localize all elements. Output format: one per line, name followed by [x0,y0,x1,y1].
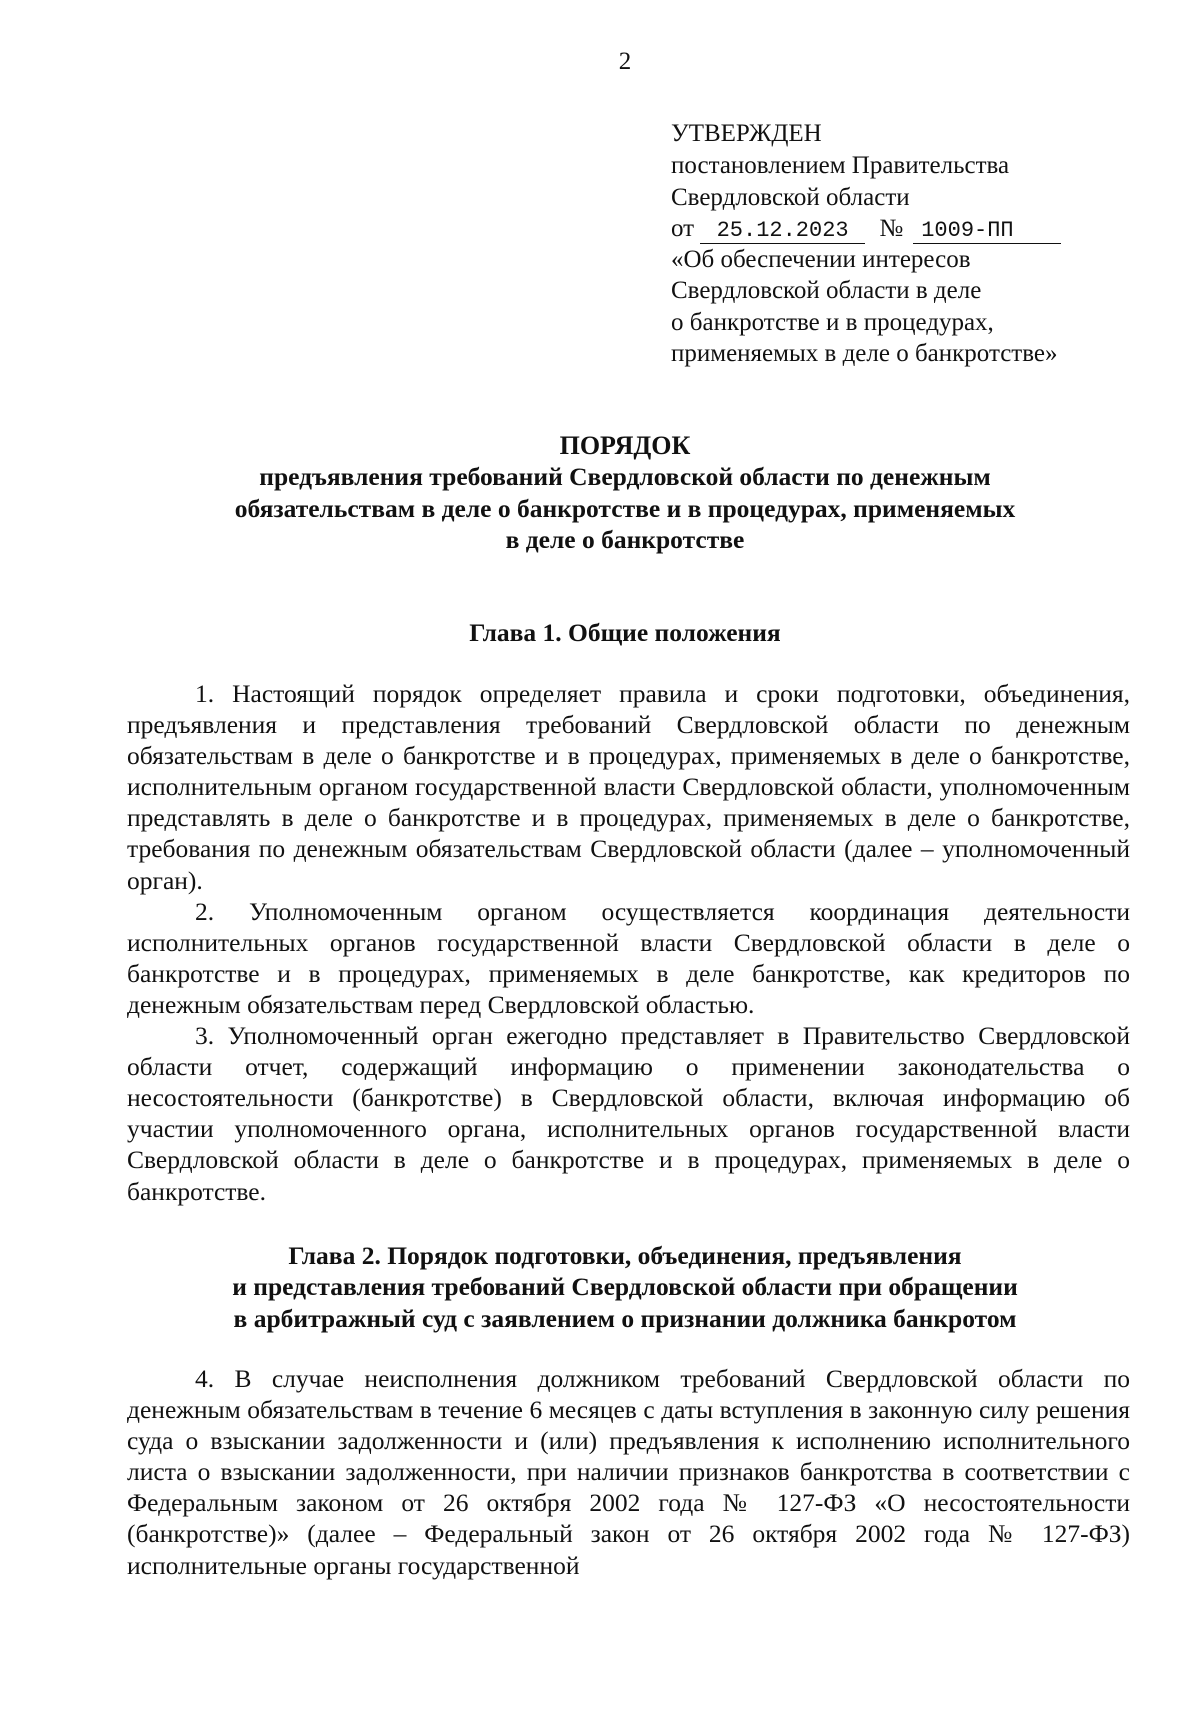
paragraph-2: 2. Уполномоченным органом осуществляется координация деятельности исполнительных органов государственной власти Свердловской области в деле о банкротстве и в процедурах, применяемых в деле банкротстве, как кредиторов по денежным обязательствам перед Свердловской областью. [127,896,1130,1019]
chapter-2-heading [130,1240,1120,1334]
approval-stamp-block [671,118,1061,369]
approval-subject-line-3: о банкротстве и в процедурах, [671,308,994,336]
approval-subject-line-4: применяемых в деле о банкротстве» [671,340,1058,368]
document-title: ПОРЯДОК [559,431,691,460]
date-value: 25.12.2023 [700,219,865,244]
chapter-2-heading-line-3: в арбитражный суд с заявлением о признании должника банкротом [233,1303,1017,1333]
approval-line-1: постановлением Правительства [671,152,1010,180]
chapter-2-heading-line-1: Глава 2. Порядок подготовки, объединения, предъявления [288,1241,962,1270]
approval-date-number-line [671,213,1061,244]
number-prefix: № [879,214,904,242]
document-subtitle-line-3: в деле о банкротстве [505,524,745,554]
approval-title: УТВЕРЖДЕН [671,120,822,147]
page-number: 2 [618,48,632,75]
approval-line-2: Свердловской области [671,183,910,211]
number-value: 1009-ПП [913,219,1061,244]
document-subtitle-line-2: обязательствам в деле о банкротстве и в процедурах, применяемых [234,493,1016,523]
paragraph-4: 4. В случае неисполнения должником требований Свердловской области по денежным обязательствам в течение 6 месяцев с даты вступления в законную силу решения суда о взыскании задолженности и (или) предъявления к исполнению исполнительного листа о взыскании задолженности, при наличии признаков банкротства в соответствии с Федеральным законом от 26 октября 2002 года № 127-ФЗ «О несостоятельности (банкротстве)» (далее – Федеральный закон от 26 октября 2002 года № 127-ФЗ) исполнительные органы государственной [127,1364,1130,1580]
chapter-2-heading-line-2: и представления требований Свердловской области при обращении [232,1272,1018,1302]
chapter-2-body [127,1363,1130,1581]
approval-subject-line-1: «Об обеспечении интересов [671,246,971,274]
chapter-1-heading [130,617,1120,648]
date-prefix: от [671,214,695,242]
chapter-1-heading-text: Глава 1. Общие положения [469,618,781,647]
paragraph-3: 3. Уполномоченный орган ежегодно представляет в Правительство Свердловской области отчет, содержащий информацию о применении законодательства о несостоятельности (банкротстве) в Свердловской области, включая информацию об участии уполномоченного органа, исполнительных органов государственной власти Свердловской области в деле о банкротстве и в процедурах, применяемых в деле о банкротстве. [127,1021,1130,1206]
document-subtitle-line-1: предъявления требований Свердловской области по денежным [259,462,991,492]
chapter-1-body [127,678,1130,1207]
paragraph-1: 1. Настоящий порядок определяет правила и сроки подготовки, объединения, предъявления и представления требований Свердловской области по денежным обязательствам в деле о банкротстве и в процедурах, применяемых в деле о банкротстве, исполнительным органом государственной власти Свердловской области, уполномоченным представлять в деле о банкротстве и в процедурах, применяемых в деле о банкротстве, требования по денежным обязательствам Свердловской области (далее – уполномоченный орган). [127,679,1130,895]
approval-subject-line-2: Свердловской области в деле [671,277,982,305]
document-title-block [130,430,1120,555]
